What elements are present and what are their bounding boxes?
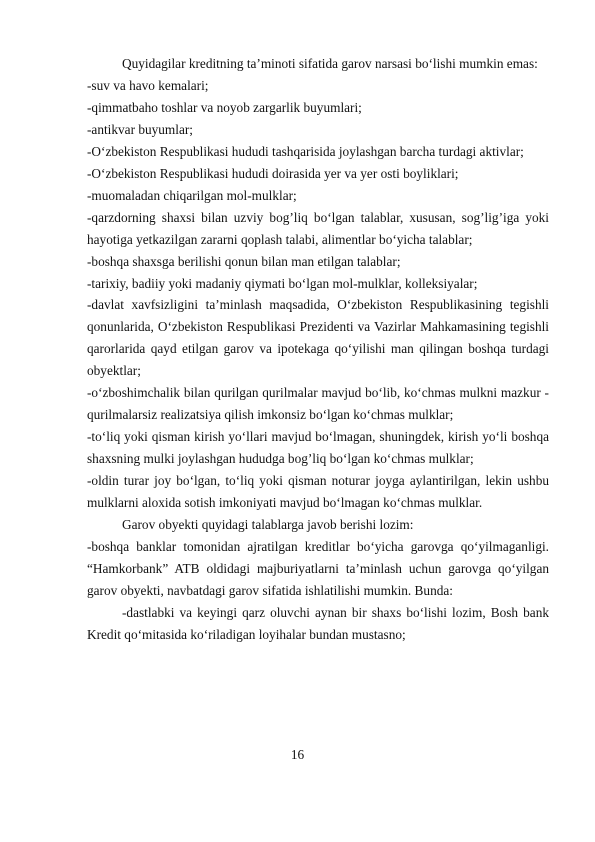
list-item: -qimmatbaho toshlar va noyob zargarlik buyumlari; xyxy=(87,99,362,115)
list-item: -suv va havo kemalari; xyxy=(87,77,209,93)
list-item: -dastlabki va keyingi qarz oluvchi aynan bir shaxs bo‘lishi lozim, Bosh bank Kredit qo‘mitasida ko‘riladigan loyihalar bundan mustasno; xyxy=(87,604,549,642)
paragraph-intro: Quyidagilar kreditning taʼminoti sifatida garov narsasi bo‘lishi mumkin emas: xyxy=(122,56,538,71)
page-number: 16 xyxy=(290,747,305,762)
body-text xyxy=(87,53,549,646)
list-item: -oldin turar joy bo‘lgan, to‘liq yoki qisman noturar joyga aylantirilgan, lekin ushbu mulklarni aloxida sotish imkoniyati mavjud bo‘lmagan ko‘chmas mulklar. xyxy=(87,473,549,511)
list-item: -to‘liq yoki qisman kirish yo‘llari mavjud bo‘lmagan, shuningdek, kirish yo‘li boshqa shaxsning mulki joylashgan hududga bogʼliq bo‘lgan ko‘chmas mulklar; xyxy=(87,429,549,467)
list-item: -davlat xavfsizligini taʼminlash maqsadida, O‘zbekiston Respublikasining tegishli qonunlarida, O‘zbekiston Respublikasi Prezidenti va Vazirlar Mahkamasining tegishli qarorlarida qayd etilgan garov va ipotekaga qo‘yilishi man qilingan boshqa turdagi obyektlar; xyxy=(87,297,549,379)
list-item: -o‘zboshimchalik bilan qurilgan qurilmalar mavjud bo‘lib, ko‘chmas mulkni mazkur -qurilmalarsiz realizatsiya qilish imkonsiz bo‘lgan ko‘chmas mulklar; xyxy=(87,385,549,423)
paragraph-requirements: Garov obyekti quyidagi talablarga javob berishi lozim: xyxy=(122,517,414,533)
list-item: -boshqa shaxsga berilishi qonun bilan man etilgan talablar; xyxy=(87,253,401,269)
list-item: -antikvar buyumlar; xyxy=(87,121,193,137)
list-item: -tarixiy, badiiy yoki madaniy qiymati bo‘lgan mol-mulklar, kolleksiyalar; xyxy=(87,275,478,291)
list-item: -boshqa banklar tomonidan ajratilgan kreditlar bo‘yicha garovga qo‘yilmaganligi. “Hamkorbank” ATB oldidagi majburiyatlarni taʼminlash uchun garovga qo‘yilgan garov obyekti, navbatdagi garov sifatida ishlatilishi mumkin. Bunda: xyxy=(87,538,549,598)
list-item: -O‘zbekiston Respublikasi hududi tashqarisida joylashgan barcha turdagi aktivlar; xyxy=(87,143,524,159)
list-item: -O‘zbekiston Respublikasi hududi doirasida yer va yer osti boyliklari; xyxy=(87,165,459,181)
list-item: -muomaladan chiqarilgan mol-mulklar; xyxy=(87,187,297,203)
list-item: -qarzdorning shaxsi bilan uzviy bogʼliq bo‘lgan talablar, xususan, sogʼligʼiga yoki hayotiga yetkazilgan zararni qoplash talabi, alimentlar bo‘yicha talablar; xyxy=(87,209,549,247)
